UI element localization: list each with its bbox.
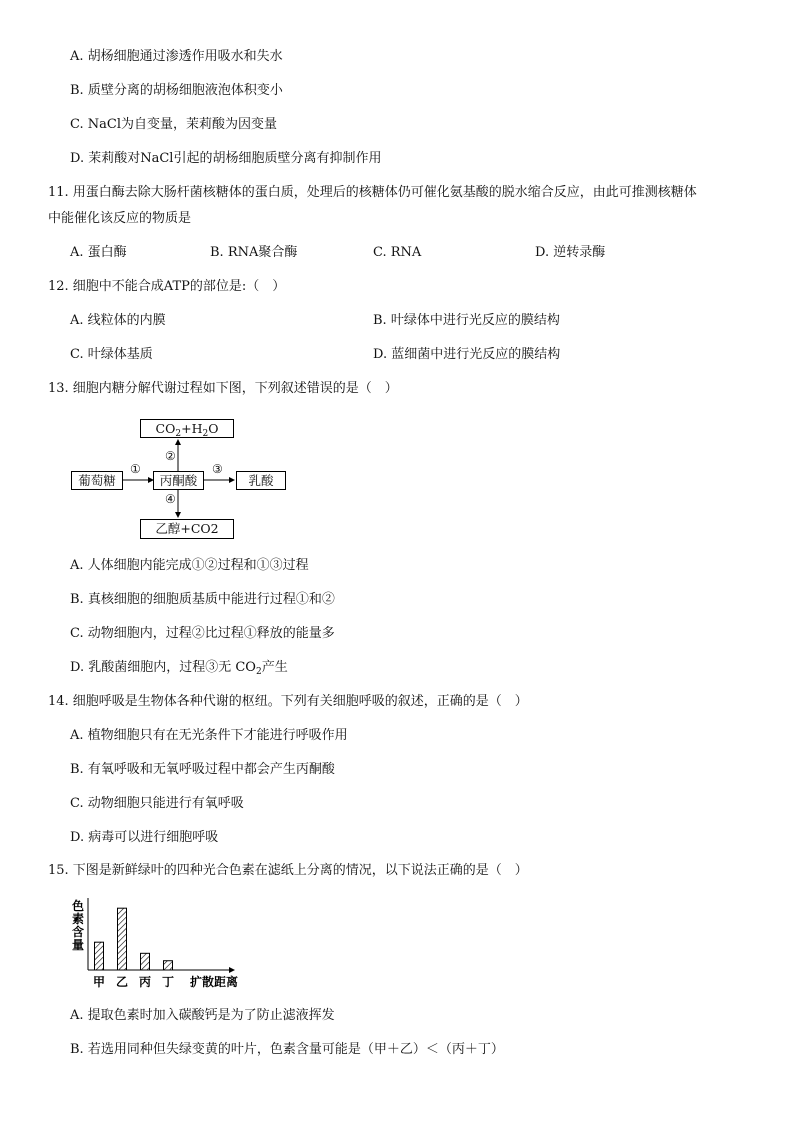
bar-1 bbox=[118, 908, 127, 970]
q14-option-b: B. 有氧呼吸和无氧呼吸过程中都会产生丙酮酸 bbox=[70, 762, 335, 777]
pyruvate-box: 丙酮酸 bbox=[153, 471, 204, 490]
step-3-label: ③ bbox=[212, 462, 223, 476]
q10-option-d: D. 茉莉酸对NaCl引起的胡杨细胞质壁分离有抑制作用 bbox=[70, 151, 382, 166]
q11-stem-line1: 11. 用蛋白酶去除大肠杆菌核糖体的蛋白质，处理后的核糖体仍可催化氨基酸的脱水缩合反应，由此可推测核糖体 bbox=[48, 185, 697, 200]
q10-option-b: B. 质壁分离的胡杨细胞液泡体积变小 bbox=[70, 83, 283, 98]
q10-option-c: C. NaCl为自变量，茉莉酸为因变量 bbox=[70, 117, 277, 132]
bar-2 bbox=[141, 953, 150, 970]
y-axis-label-char: 素 bbox=[71, 912, 85, 926]
x-tick-label: 乙 bbox=[115, 975, 129, 989]
x-tick-label: 丁 bbox=[161, 975, 175, 989]
step-1-label: ① bbox=[130, 462, 141, 476]
pigment-bar-chart bbox=[62, 896, 262, 996]
q11-option-d: D. 逆转录酶 bbox=[535, 245, 606, 260]
y-axis-label-char: 含 bbox=[71, 925, 85, 939]
lactate-box: 乳酸 bbox=[236, 471, 286, 490]
q12-option-d: D. 蓝细菌中进行光反应的膜结构 bbox=[373, 347, 561, 362]
q14-option-c: C. 动物细胞只能进行有氧呼吸 bbox=[70, 796, 244, 811]
x-tick-label: 丙 bbox=[138, 975, 152, 989]
x-axis-label: 扩散距离 bbox=[190, 975, 239, 989]
q14-option-a: A. 植物细胞只有在无光条件下才能进行呼吸作用 bbox=[70, 728, 348, 743]
q15-option-a: A. 提取色素时加入碳酸钙是为了防止滤液挥发 bbox=[70, 1008, 335, 1023]
glucose-box: 葡萄糖 bbox=[71, 471, 123, 490]
q14-stem: 14. 细胞呼吸是生物体各种代谢的枢纽。下列有关细胞呼吸的叙述，正确的是（ ） bbox=[48, 694, 528, 709]
x-tick-label: 甲 bbox=[92, 975, 106, 989]
q12-option-a: A. 线粒体的内膜 bbox=[70, 313, 166, 328]
q15-option-b: B. 若选用同种但失绿变黄的叶片，色素含量可能是（甲＋乙）＜（丙＋丁） bbox=[70, 1042, 504, 1057]
step-4-label: ④ bbox=[165, 492, 176, 506]
q15-stem: 15. 下图是新鲜绿叶的四种光合色素在滤纸上分离的情况，以下说法正确的是（ ） bbox=[48, 863, 528, 878]
y-axis-label-char: 量 bbox=[71, 938, 85, 952]
q10-option-a: A. 胡杨细胞通过渗透作用吸水和失水 bbox=[70, 49, 283, 64]
co2-h2o-box: $CO_2+H_2O$ bbox=[140, 419, 234, 438]
q13-option-d: D. 乳酸菌细胞内，过程③无 $CO_2$产生 bbox=[70, 660, 288, 677]
q13-option-c: C. 动物细胞内，过程②比过程①释放的能量多 bbox=[70, 626, 335, 641]
q12-stem: 12. 细胞中不能合成ATP的部位是:（ ） bbox=[48, 279, 286, 294]
q13-option-b: B. 真核细胞的细胞质基质中能进行过程①和② bbox=[70, 592, 335, 607]
q14-option-d: D. 病毒可以进行细胞呼吸 bbox=[70, 830, 219, 845]
q11-option-a: A. 蛋白酶 bbox=[70, 245, 127, 260]
q11-option-c: C. RNA bbox=[373, 245, 422, 260]
q11-option-b: B. RNA聚合酶 bbox=[210, 245, 298, 260]
q12-option-c: C. 叶绿体基质 bbox=[70, 347, 153, 362]
q13-stem: 13. 细胞内糖分解代谢过程如下图，下列叙述错误的是（ ） bbox=[48, 381, 398, 396]
y-axis-label-char: 色 bbox=[71, 899, 85, 913]
q11-stem-line2: 中能催化该反应的物质是 bbox=[48, 211, 192, 226]
q13-option-a: A. 人体细胞内能完成①②过程和①③过程 bbox=[70, 558, 309, 573]
ethanol-co2-box: 乙醇+CO2 bbox=[140, 519, 234, 539]
q12-option-b: B. 叶绿体中进行光反应的膜结构 bbox=[373, 313, 560, 328]
step-2-label: ② bbox=[165, 449, 176, 463]
y-axis-label bbox=[71, 898, 84, 952]
bar-3 bbox=[164, 961, 173, 970]
bar-0 bbox=[95, 942, 104, 970]
